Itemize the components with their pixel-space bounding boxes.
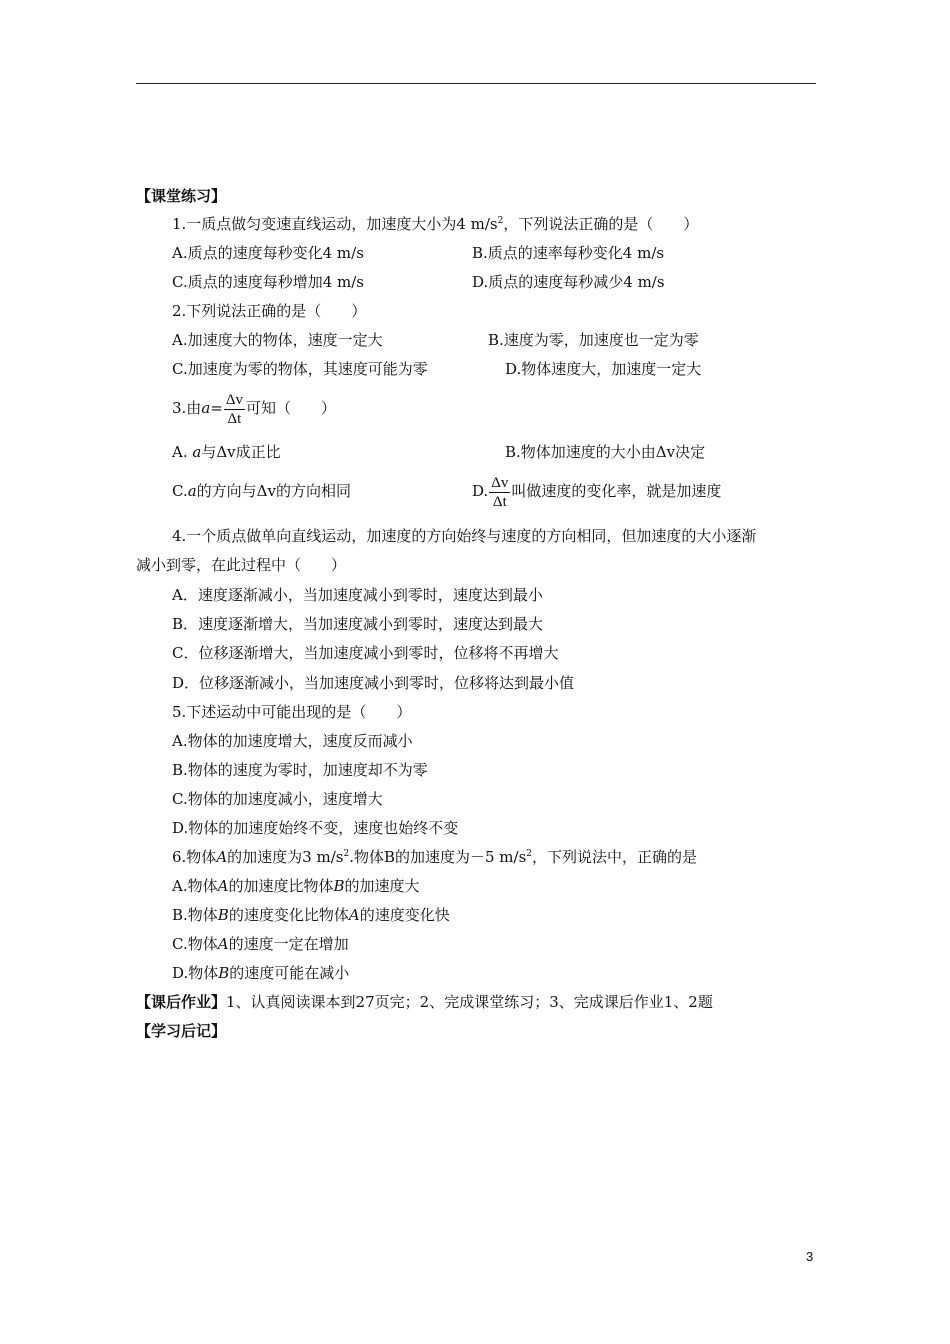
q3-option-d: D. $\frac{\Delta v}{\Delta t}$ 叫做速度的变化率，就是加速度 (472, 474, 722, 510)
q2-option-c: C.加速度为零的物体，其速度可能为零 (172, 360, 428, 378)
q6-option-d: D.物体B的速度可能在减小 (172, 964, 350, 982)
q3-option-c: C.a的方向与Δv的方向相同 (172, 482, 351, 500)
q1-stem: 1.一质点做匀变速直线运动，加速度大小为4 $m/s^2$，下列说法正确的是（ ） (172, 215, 699, 233)
q1-option-d: D.质点的速度每秒减少4 m/s (472, 273, 665, 291)
q6-option-c: C.物体A的速度一定在增加 (172, 935, 349, 953)
q6-stem: 6.物体A的加速度为3 $m/s^2$.物体B的加速度为－5 $m/s^2$，下列说法中，正确的是 (172, 848, 698, 866)
q5-option-a: A.物体的加速度增大，速度反而减小 (172, 732, 413, 750)
q2-option-a: A.加速度大的物体，速度一定大 (172, 331, 383, 349)
q5-option-c: C.物体的加速度减小，速度增大 (172, 790, 383, 808)
homework-label: 【课后作业】 (136, 993, 227, 1011)
q2-stem: 2.下列说法正确的是（ ） (172, 302, 367, 320)
header-rule (136, 83, 816, 84)
heading-practice: 【课堂练习】 (136, 187, 227, 205)
q3-option-a: A. a与Δv成正比 (172, 443, 281, 461)
delta-v-over-delta-t-d: $\frac{\Delta v}{\Delta t}$ (491, 474, 509, 510)
q4-option-b: B．速度逐渐增大，当加速度减小到零时，速度达到最大 (172, 615, 544, 633)
q5-stem: 5.下述运动中可能出现的是（ ） (172, 703, 412, 721)
q4-option-a: A．速度逐渐减小，当加速度减小到零时，速度达到最小 (172, 586, 543, 604)
q6-option-b: B.物体B的速度变化比物体A的速度变化快 (172, 906, 450, 924)
notes-label: 【学习后记】 (136, 1022, 227, 1040)
q4-option-d: D．位移逐渐减小，当加速度减小到零时，位移将达到最小值 (172, 674, 575, 692)
q2-option-b: B.速度为零，加速度也一定为零 (488, 331, 699, 349)
q4-stem-line1: 4.一个质点做单向直线运动，加速度的方向始终与速度的方向相同，但加速度的大小逐渐 (172, 527, 757, 545)
q1-option-c: C.质点的速度每秒增加4 m/s (172, 273, 364, 291)
page-number: 3 (806, 1249, 814, 1264)
q5-option-b: B.物体的速度为零时，加速度却不为零 (172, 761, 428, 779)
q1-option-a: A.质点的速度每秒变化4 m/s (172, 244, 364, 262)
q1-option-b: B.质点的速率每秒变化4 m/s (472, 244, 665, 262)
q5-option-d: D.物体的加速度始终不变，速度也始终不变 (172, 819, 459, 837)
homework-line (136, 992, 713, 1012)
homework-text: 1、认真阅读课本到27页完；2、完成课堂练习；3、完成课后作业1、2题 (226, 993, 713, 1011)
q2-option-d: D.物体速度大，加速度一定大 (505, 360, 702, 378)
q3-option-b: B.物体加速度的大小由Δv决定 (505, 443, 706, 461)
q4-option-c: C．位移逐渐增大，当加速度减小到零时，位移将不再增大 (172, 644, 559, 662)
q6-option-a: A.物体A的加速度比物体B的加速度大 (172, 877, 420, 895)
delta-v-over-delta-t: $\frac{\Delta v}{\Delta t}$ (225, 391, 243, 427)
q3-stem: 3.由a= $\frac{\Delta v}{\Delta t}$ 可知（ ） (172, 391, 337, 427)
q4-stem-line2: 减小到零，在此过程中（ ） (136, 556, 347, 574)
